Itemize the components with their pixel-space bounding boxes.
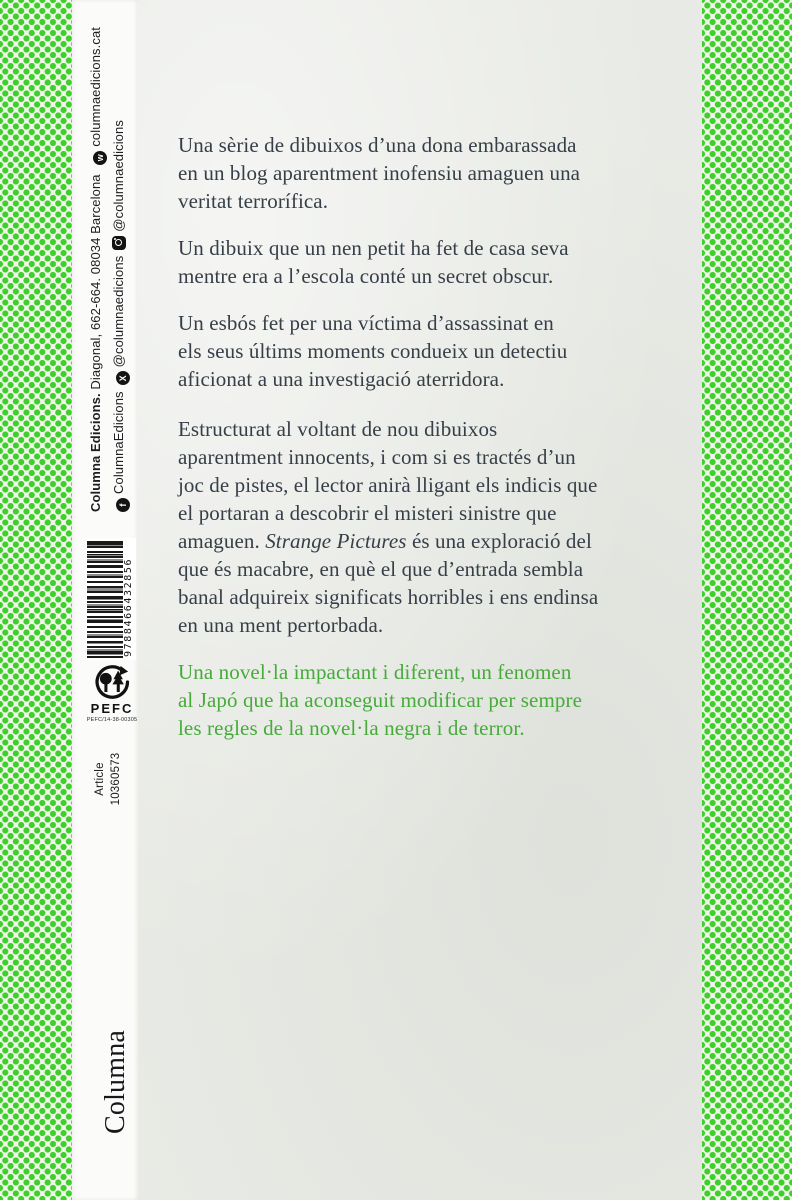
publisher-name: Columna Edicions. (88, 393, 103, 512)
social-handle: @columnaedicions (111, 255, 126, 368)
blurb-line: els seus últims moments condueix un detectiu (178, 339, 568, 363)
blurb-paragraph (178, 415, 683, 639)
social-handle: @columnaedicions (111, 120, 126, 232)
article-number: 10360573 (110, 752, 122, 806)
pefc-label: PEFC (90, 701, 134, 716)
blurb-paragraph (178, 234, 683, 290)
blurb-line: en un blog aparentment inofensiu amaguen una (178, 161, 581, 185)
x-icon: X (116, 371, 130, 385)
blurb-line: que és macabre, en què el que d’entrada sembla (178, 557, 584, 581)
blurb-line: banal adquireix significats horribles i ens endinsa (178, 585, 599, 609)
pefc-cert-number: PEFC/14-38-00305 (86, 717, 138, 723)
pefc-logo (85, 664, 139, 724)
blurb-line: Una sèrie de dibuixos d’una dona embarassada (178, 133, 577, 157)
blurb-paragraph-highlight (178, 658, 683, 742)
blurb-line: aparentment innocents, i com si es tractés d’un (178, 445, 576, 469)
blurb-line: Un dibuix que un nen petit ha fet de casa seva (178, 236, 569, 260)
article-label: Article (94, 762, 106, 796)
halftone-dots-right (702, 0, 792, 1200)
publisher-logo-block (97, 1024, 137, 1134)
spine-strip (72, 0, 138, 1200)
barcode-bars (87, 540, 123, 658)
blurb-paragraph (178, 309, 683, 393)
blurb-line: Un esbós fet per una víctima d’assassinat en (178, 311, 554, 335)
article-number-block (92, 748, 128, 810)
social-handles-line (107, 6, 130, 512)
blurb-line: Una novel·la impactant i diferent, un fenomen (178, 660, 572, 684)
publisher-address-line (84, 6, 107, 512)
blurb-line: el portaran a descobrir el misteri sinistre que (178, 501, 557, 525)
barcode-number: 9788466432856 (123, 557, 134, 657)
social-handle: ColumnaEdicions (111, 391, 126, 494)
publisher-website: columnaedicions.cat (88, 26, 103, 147)
facebook-icon: f (116, 498, 130, 512)
blurb-line: Estructurat al voltant de nou dibuixos (178, 417, 498, 441)
book-blurb (178, 131, 683, 761)
web-icon: w (93, 151, 107, 165)
blurb-line: amaguen. Strange Pictures és una exploració del (178, 529, 592, 553)
blurb-line: al Japó que ha aconseguit modificar per sempre (178, 688, 583, 712)
halftone-dots-left (0, 0, 72, 1200)
pefc-trees-icon (93, 664, 131, 702)
blurb-line: joc de pistes, el lector anirà lligant els indicis que (178, 473, 598, 497)
spine-contact-block (84, 6, 130, 512)
blurb-line: mentre era a l’escola conté un secret obscur. (178, 264, 554, 288)
blurb-paragraph (178, 131, 683, 215)
publisher-logo: Columna (100, 1029, 131, 1134)
blurb-line: en una ment pertorbada. (178, 613, 384, 637)
instagram-icon (112, 236, 126, 250)
blurb-line: les regles de la novel·la negra i de terror. (178, 716, 525, 740)
publisher-address: Diagonal, 662-664. 08034 Barcelona (88, 174, 103, 394)
blurb-line: veritat terrorífica. (178, 189, 329, 213)
barcode (86, 538, 136, 660)
blurb-line: aficionat a una investigació aterridora. (178, 367, 505, 391)
